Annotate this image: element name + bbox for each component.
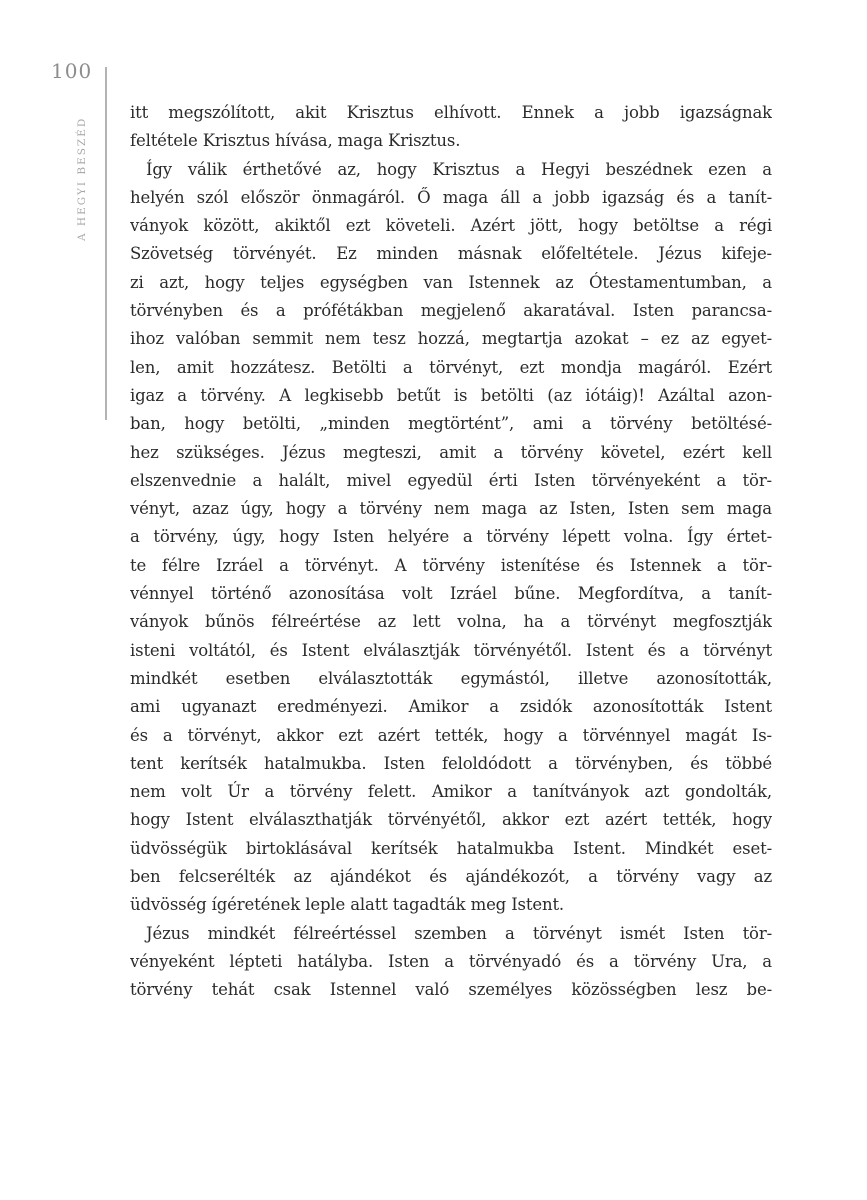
page-number: 100 xyxy=(51,59,93,83)
text-line: törvényben és a prófétákban megjelenő akaratával. Isten parancsa- xyxy=(130,301,772,321)
text-line: a törvény, úgy, hogy Isten helyére a törvény lépett volna. Így értet- xyxy=(130,527,772,547)
text-line: ami ugyanazt eredményezi. Amikor a zsidók azonosították Istent xyxy=(130,697,772,717)
text-line: Szövetség törvényét. Ez minden másnak előfeltétele. Jézus kifeje- xyxy=(130,244,772,264)
text-line: vénnyel történő azonosítása volt Izráel bűne. Megfordítva, a tanít- xyxy=(130,584,772,604)
text-line: zi azt, hogy teljes egységben van Istennek az Ótestamentumban, a xyxy=(130,272,772,292)
running-head-chapter-title: A HEGYI BESZÉD xyxy=(76,116,88,241)
text-line: hez szükséges. Jézus megteszi, amit a törvény követel, ezért kell xyxy=(130,442,772,462)
text-line: törvény tehát csak Istennel való személyes közösségben lesz be- xyxy=(130,980,772,1000)
text-line: len, amit hozzátesz. Betölti a törvényt, ezt mondja magáról. Ezért xyxy=(130,357,772,377)
text-line: és a törvényt, akkor ezt azért tették, hogy a törvénnyel magát Is- xyxy=(130,725,772,745)
text-line: Így válik érthetővé az, hogy Krisztus a Hegyi beszédnek ezen a xyxy=(146,159,772,179)
text-line: üdvösségük birtoklásával kerítsék hatalmukba Istent. Mindkét eset- xyxy=(130,838,772,858)
text-line: ványok bűnös félreértése az lett volna, ha a törvényt megfosztják xyxy=(130,612,772,632)
text-line: feltétele Krisztus hívása, maga Krisztus. xyxy=(130,131,461,151)
margin-rule-divider xyxy=(105,67,107,420)
text-line: ihoz valóban semmit nem tesz hozzá, megtartja azokat – ez az egyet- xyxy=(130,329,772,349)
text-line: nem volt Úr a törvény felett. Amikor a tanítványok azt gondolták, xyxy=(130,782,772,802)
text-line: ban, hogy betölti, „minden megtörtént”, ami a törvény betöltésé- xyxy=(130,414,772,434)
text-line: tent kerítsék hatalmukba. Isten feloldódott a törvényben, és többé xyxy=(130,753,772,773)
text-line: mindkét esetben elválasztották egymástól, illetve azonosították, xyxy=(130,668,772,688)
text-line: Jézus mindkét félreértéssel szemben a törvényt ismét Isten tör- xyxy=(146,923,772,943)
body-text xyxy=(130,99,772,1005)
text-line: te félre Izráel a törvényt. A törvény istenítése és Istennek a tör- xyxy=(130,555,772,575)
text-line: helyén szól először önmagáról. Ő maga áll a jobb igazság és a tanít- xyxy=(130,187,772,207)
text-line: igaz a törvény. A legkisebb betűt is betölti (az iótáig)! Azáltal azon- xyxy=(130,385,772,405)
text-line: ben felcserélték az ajándékot és ajándékozót, a törvény vagy az xyxy=(130,867,772,887)
text-line: isteni voltától, és Istent elválasztják törvényétől. Istent és a törvényt xyxy=(130,640,772,660)
text-line: itt megszólított, akit Krisztus elhívott. Ennek a jobb igazságnak xyxy=(130,103,772,122)
text-line: ványok között, akiktől ezt követeli. Azért jött, hogy betöltse a régi xyxy=(130,216,772,236)
text-line: vényt, azaz úgy, hogy a törvény nem maga az Isten, Isten sem maga xyxy=(130,499,772,519)
text-line: hogy Istent elválaszthatják törvényétől, akkor ezt azért tették, hogy xyxy=(130,810,772,830)
text-line: üdvösség ígéretének leple alatt tagadták meg Istent. xyxy=(130,895,565,915)
text-line: elszenvednie a halált, mivel egyedül érti Isten törvényeként a tör- xyxy=(130,470,772,490)
text-line: vényeként lépteti hatályba. Isten a törvényadó és a törvény Ura, a xyxy=(130,951,772,971)
